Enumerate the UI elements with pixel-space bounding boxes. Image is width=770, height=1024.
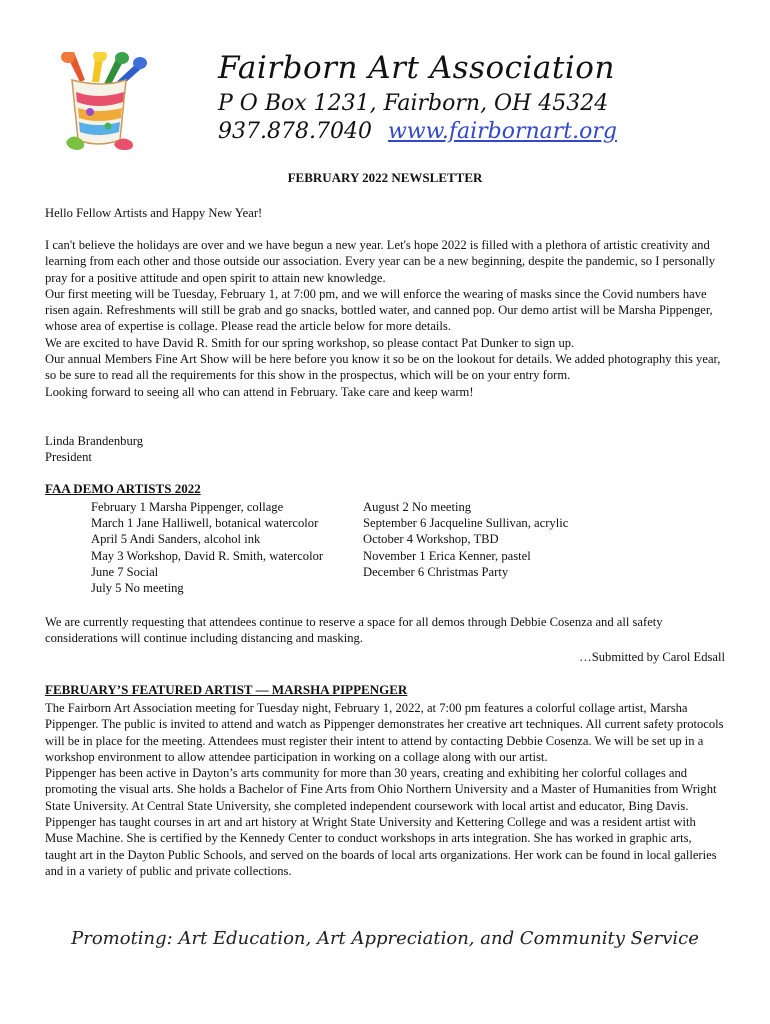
signature-role: President (45, 450, 92, 465)
president-letter (45, 237, 725, 400)
greeting: Hello Fellow Artists and Happy New Year! (45, 206, 263, 220)
letter-paragraph: Looking forward to seeing all who can attend in February. Take care and keep warm! (45, 384, 474, 399)
featured-artist-article (45, 700, 725, 879)
letter-paragraph: Our first meeting will be Tuesday, February 1, at 7:00 pm, and we will enforce the wearing of masks since the Covid numbers have risen again. Refreshments will still be grab and go snacks, bottled water, and canned pop. Our demo artist will be Marsha Pippenger, whose area of expertise is collage. Please read the article below for more details. (45, 286, 713, 334)
demo-artists-heading: FAA DEMO ARTISTS 2022 (45, 481, 201, 496)
demo-entry: February 1 Marsha Pippenger, collage (91, 500, 284, 514)
letter-paragraph: Our annual Members Fine Art Show will be here before you know it so be on the lookout for details. We added photography this year, so be sure to read all the requirements for this show in the prospectus, which will be on your entry form. (45, 352, 721, 383)
featured-artist-heading: FEBRUARY’S FEATURED ARTIST — MARSHA PIPPENGER (45, 682, 408, 697)
letter-paragraph: I can't believe the holidays are over and we have begun a new year. Let's hope 2022 is filled with a plethora of artistic creativity and learning from each other and those outside our association. Every year can be a new beginning, despite the pandemic, so I personally pray for a positive attitude and open spirit to attain new knowledge. (45, 238, 716, 285)
paint-brushes-cup-logo (52, 52, 152, 152)
demo-entry: September 6 Jacqueline Sullivan, acrylic (363, 516, 569, 531)
demo-entry: December 6 Christmas Party (363, 564, 509, 579)
signature-name: Linda Brandenburg (45, 434, 144, 448)
demo-entry: March 1 Jane Halliwell, botanical watercolor (91, 516, 319, 531)
article-paragraph: Pippenger has been active in Dayton’s arts community for more than 30 years, creating and exhibiting her colorful collages and promoting the visual arts. She holds a Bachelor of Fine Arts from Ohio Northern University and a Master of Humanities from Wright State University. At Central State University, she completed independent coursework with local artist and educator, Bing Davis. (45, 766, 717, 813)
article-paragraph: The Fairborn Art Association meeting for Tuesday night, February 1, 2022, at 7:00 pm features a colorful collage artist, Marsha Pippenger. The public is invited to attend and watch as Pippenger demonstrates her creative art techniques. All current safety protocols will be in place for the meeting. Attendees must register their intent to attend by contacting Debbie Cosenza. We will be set up in a workshop environment to allow attendee participation in working on a collage along with our artist. (45, 701, 724, 764)
demo-entry: April 5 Andi Sanders, alcohol ink (91, 532, 261, 547)
footer-tagline: Promoting: Art Education, Art Appreciation, and Community Service (71, 928, 699, 949)
demo-schedule-left (91, 499, 323, 596)
demo-entry: August 2 No meeting (363, 500, 472, 514)
article-paragraph: Pippenger has taught courses in art and art history at Wright State University and Kettering College and was a resident artist with Muse Machine. She is certified by the Kennedy Center to conduct workshops in arts integration. She has worked in graphic arts, taught art in the Dayton Public Schools, and served on the boards of local arts organizations. Her work can be found in local galleries and in a variety of public and private collections. (45, 815, 717, 878)
demo-schedule-right (363, 499, 568, 580)
contact-line (218, 119, 617, 144)
demo-entry: July 5 No meeting (91, 581, 184, 596)
letter-paragraph: We are excited to have David R. Smith for our spring workshop, so please contact Pat Dunker to sign up. (45, 335, 575, 350)
demo-entry: November 1 Erica Kenner, pastel (363, 548, 531, 563)
website-link[interactable]: www.fairbornart.org (387, 119, 617, 144)
demo-entry: May 3 Workshop, David R. Smith, watercolor (91, 548, 324, 563)
newsletter-title: FEBRUARY 2022 NEWSLETTER (287, 170, 483, 185)
phone-number: 937.878.7040 (218, 119, 372, 144)
demo-entry: October 4 Workshop, TBD (363, 532, 499, 547)
mailing-address: P O Box 1231, Fairborn, OH 45324 (218, 91, 609, 116)
attendance-note: We are currently requesting that attendees continue to reserve a space for all demos through Debbie Cosenza and all safety considerations will continue including distancing and masking. (45, 615, 663, 646)
signature (45, 433, 725, 466)
demo-entry: June 7 Social (91, 564, 159, 579)
association-title: Fairborn Art Association (218, 50, 615, 86)
submitted-by: …Submitted by Carol Edsall (579, 650, 725, 664)
